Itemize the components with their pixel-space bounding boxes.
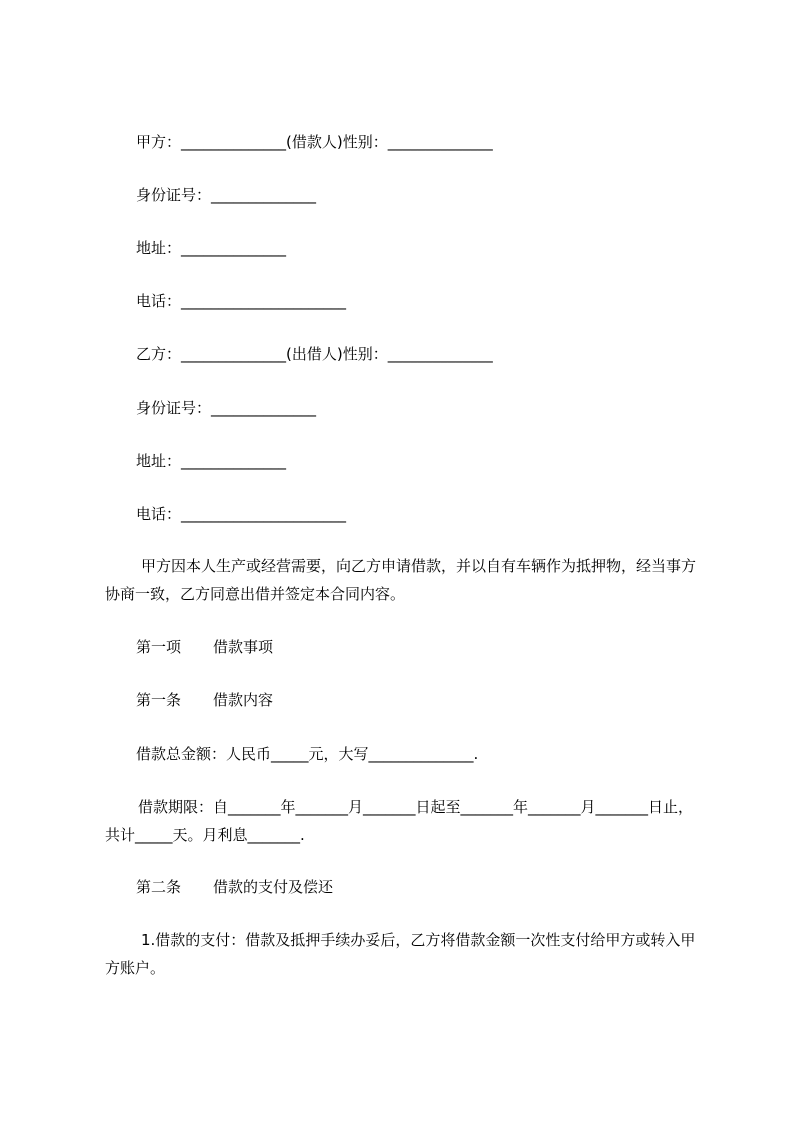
loan-amount-line: 借款总金额：人民币_____元，大写______________.	[136, 745, 479, 763]
article-title: 借款的支付及偿还	[213, 878, 334, 896]
party-a-id-number: 身份证号：______________	[136, 186, 317, 204]
section-heading	[136, 637, 273, 657]
article-number: 第一条	[136, 691, 182, 709]
section-number: 第一项	[136, 638, 182, 656]
party-b-address: 地址：______________	[136, 452, 287, 470]
article-heading	[136, 690, 273, 710]
article-title: 借款内容	[213, 691, 274, 709]
preamble-paragraph: 甲方因本人生产或经营需要，向乙方申请借款，并以自有车辆作为抵押物，经当事方协商一致，乙方同意出借并签定本合同内容。	[105, 557, 697, 603]
party-b-id-number: 身份证号：______________	[136, 399, 317, 417]
party-a-address: 地址：______________	[136, 239, 287, 257]
party-a-name-gender: 甲方：______________(借款人)性别：______________	[136, 133, 493, 151]
section-title: 借款事项	[213, 638, 274, 656]
party-b-phone: 电话：______________________	[136, 505, 347, 523]
party-b-name-gender: 乙方：______________(出借人)性别：______________	[136, 345, 493, 363]
party-a-phone: 电话：______________________	[136, 292, 347, 310]
article-heading	[136, 877, 333, 897]
loan-term-paragraph: 借款期限：自_______年_______月_______日起至_______年_______月_______日止，共计_____天。月利息_______.	[105, 798, 694, 844]
article-number: 第二条	[136, 878, 182, 896]
payment-clause-paragraph: 1.借款的支付：借款及抵押手续办妥后，乙方将借款金额一次性支付给甲方或转入甲方账户。	[105, 931, 696, 977]
